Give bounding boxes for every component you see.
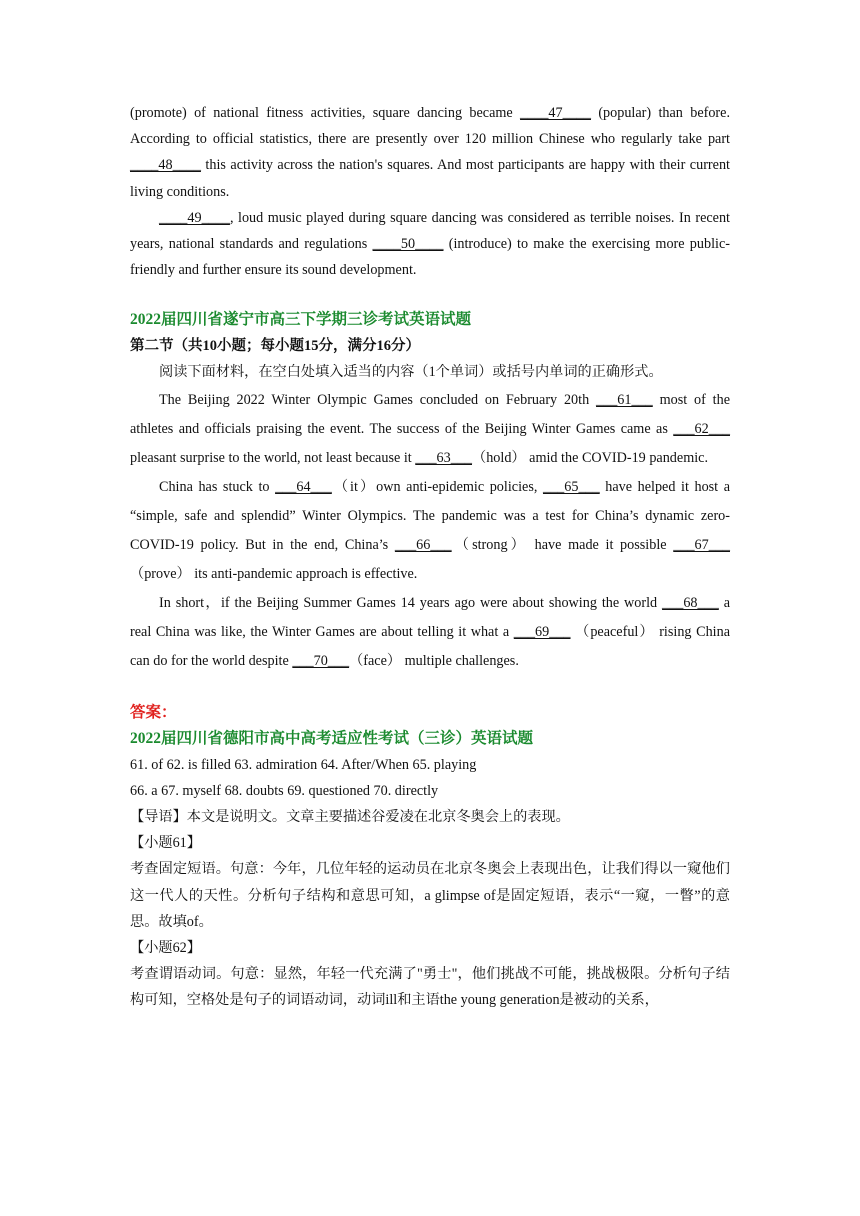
section2-instruction: 阅读下面材料，在空白处填入适当的内容（1个单词）或括号内单词的正确形式。 (159, 364, 663, 381)
answers-title: 2022届四川省德阳市高中高考适应性考试（三诊）英语试题 (130, 729, 534, 747)
q62-explanation: 考查谓语动词。句意：显然，年轻一代充满了"勇士"，他们挑战不可能，挑战极限。分析句子结构可知，空格处是句子的词语动词，动词ill和主语the young generation是被动的关系， (130, 966, 730, 1009)
blank-49: ____49____ (159, 209, 230, 226)
q61-label: 【小题61】 (130, 835, 201, 852)
section2-subtitle: 第二节（共10小题；每小题15分，满分16分） (130, 338, 420, 355)
blank-67: ___67___ (673, 536, 730, 553)
blank-69: ___69___ (513, 623, 571, 640)
passage1-paragraph2: ____49____, loud music played during square dancing was considered as terrible noises. In recent years, national standards and regulations ____50____ (introduce) to make the exercising more public-friendly and further ensure its sound development. (130, 209, 730, 279)
answers-guide: 【导语】本文是说明文。文章主要描述谷爱凌在北京冬奥会上的表现。 (130, 809, 570, 826)
blank-63: ___63___ (415, 449, 472, 466)
blank-61: ___61___ (596, 391, 653, 408)
blank-48: ____48____ (130, 157, 201, 174)
passage1-paragraph1: (promote) of national fitness activities, square dancing became ____47____ (popular) than before. According to official statistics, there are presently over 120 million Chinese who regularly take part ____48____ this activity across the nation's squares. And most participants are happy with their current living conditions. (130, 105, 730, 200)
section2-title: 2022届四川省遂宁市高三下学期三诊考试英语试题 (130, 311, 472, 329)
blank-65: ___65___ (542, 478, 600, 495)
section2-paragraph2: China has stuck to ___64___（it）own anti-epidemic policies, ___65___ have helped it host a “simple, safe and splendid” Winter Olympics. The pandemic was a test for China’s dynamic zero-COVID-19 policy. But in the end, China’s ___66___（strong） have made it possible ___67___（prove） its anti-pandemic approach is effective. (130, 478, 730, 582)
section2-paragraph3: In short，if the Beijing Summer Games 14 years ago were about showing the world ___68___ a real China was like, the Winter Games are about telling it what a ___69___ （peaceful） rising China can do for the world despite ___70___（face） multiple challenges. (130, 594, 730, 669)
blank-70: ___70___ (292, 652, 350, 669)
answers-line-2: 66. a 67. myself 68. doubts 69. questioned 70. directly (130, 782, 439, 799)
q61-explanation: 考查固定短语。句意：今年，几位年轻的运动员在北京冬奥会上表现出色，让我们得以一窥他们这一代人的天性。分析句子结构和意思可知，a glimpse of是固定短语，表示“一窥，一瞥”的意思。故填of。 (130, 861, 730, 930)
q62-label: 【小题62】 (130, 940, 201, 957)
blank-62: ___62___ (673, 420, 730, 437)
answers-label: 答案： (130, 703, 177, 721)
document-page (130, 100, 730, 1014)
blank-50: ____50____ (372, 236, 444, 253)
answers-line-1: 61. of 62. is filled 63. admiration 64. After/When 65. playing (130, 756, 477, 773)
blank-64: ___64___ (275, 478, 332, 495)
blank-47: ____47____ (520, 105, 591, 121)
section2-paragraph1: The Beijing 2022 Winter Olympic Games concluded on February 20th ___61___ most of the athletes and officials praising the event. The success of the Beijing Winter Games came as ___62___ pleasant surprise to the world, not least because it ___63___（hold） amid the COVID-19 pandemic. (130, 391, 730, 466)
blank-66: ___66___ (394, 536, 452, 553)
blank-68: ___68___ (662, 594, 719, 611)
